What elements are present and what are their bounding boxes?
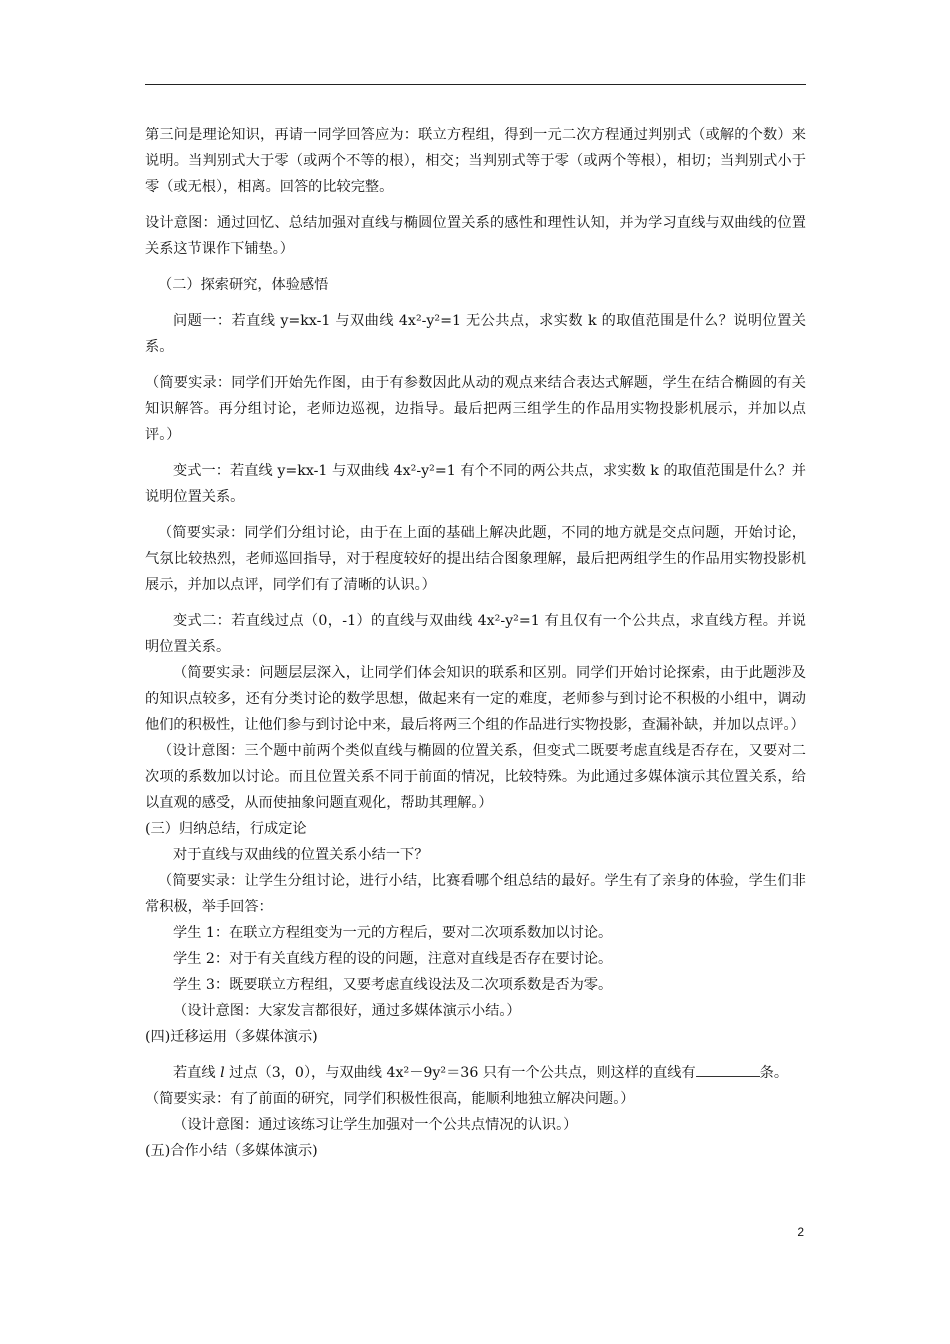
exercise-record: （简要实录：有了前面的研究，同学们积极性很高，能顺利地独立解决问题。） [145, 1091, 635, 1107]
design-intent-4: （设计意图：通过该练习让学生加强对一个公共点情况的认识。） [173, 1117, 578, 1133]
line-variable: l [220, 1065, 225, 1081]
answer-blank-continued [746, 1061, 760, 1077]
summary-record: （简要实录：让学生分组讨论，进行小结，比赛看哪个组总结的最好。学生有了亲身的体验，学生们非常积极，举手回答： [145, 873, 806, 915]
student-3-answer: 学生 3：既要联立方程组，又要考虑直线设法及二次项系数是否为零。 [173, 977, 613, 993]
design-intent-3: （设计意图：大家发言都很好，通过多媒体演示小结。） [173, 1003, 521, 1019]
variant-1: 变式一：若直线 y=kx-1 与双曲线 4x²-y²=1 有个不同的两公共点，求实数 k 的取值范围是什么？并说明位置关系。 [145, 463, 806, 505]
paragraph-design-intent-1: 设计意图：通过回忆、总结加强对直线与椭圆位置关系的感性和理性认知，并为学习直线与双曲线的位置关系这节课作下铺垫。） [145, 215, 806, 257]
exercise-text-a: 若直线 [173, 1065, 221, 1081]
section-heading-4: (四)迁移运用（多媒体演示) [145, 1029, 318, 1045]
design-intent-2: （设计意图：三个题中前两个类似直线与椭圆的位置关系，但变式二既要考虑直线是否存在，又要对二次项的系数加以讨论。而且位置关系不同于前面的情况，比较特殊。为此通过多媒体演示其位置关系，给以直观的感受，从而使抽象问题直观化，帮助其理解。） [145, 743, 806, 811]
page-number: 2 [797, 1225, 804, 1239]
section-heading-2: （二）探索研究，体验感悟 [158, 277, 329, 293]
summary-intro: 对于直线与双曲线的位置关系小结一下？ [173, 847, 429, 863]
document-body [145, 122, 806, 1164]
exercise-text-b: 过点（3，0），与双曲线 4x²－9y²＝36 只有一个公共点，则这样的直线有 [224, 1065, 696, 1081]
exercise-problem [145, 1060, 806, 1086]
student-1-answer: 学生 1：在联立方程组变为一元的方程后，要对二次项系数加以讨论。 [173, 925, 613, 941]
answer-blank [696, 1061, 746, 1077]
variant-2-record: （简要实录：问题层层深入，让同学们体会知识的联系和区别。同学们开始讨论探索，由于此题涉及的知识点较多，还有分类讨论的数学思想，做起来有一定的难度，老师参与到讨论不积极的小组中，调动他们的积极性，让他们参与到讨论中来，最后将两三个组的作品进行实物投影，查漏补缺，并加以点评。） [145, 665, 806, 733]
question-1-record: （简要实录：同学们开始先作图，由于有参数因此从动的观点来结合表达式解题，学生在结合椭圆的有关知识解答。再分组讨论，老师边巡视，边指导。最后把两三组学生的作品用实物投影机展示，并加以点评。） [145, 375, 806, 443]
section-heading-3: (三）归纳总结，行成定论 [145, 821, 307, 837]
header-rule [145, 84, 806, 85]
student-2-answer: 学生 2：对于有关直线方程的设的问题，注意对直线是否存在要讨论。 [173, 951, 613, 967]
exercise-text-c: 条。 [759, 1065, 789, 1081]
question-1: 问题一：若直线 y=kx-1 与双曲线 4x²-y²=1 无公共点，求实数 k 的取值范围是什么？说明位置关系。 [145, 313, 806, 355]
variant-1-record: （简要实录：同学们分组讨论，由于在上面的基础上解决此题，不同的地方就是交点问题，开始讨论，气氛比较热烈，老师巡回指导，对于程度较好的提出结合图象理解，最后把两组学生的作品用实物投影机展示，并加以点评，同学们有了清晰的认识。） [145, 525, 806, 593]
variant-2: 变式二：若直线过点（0，-1）的直线与双曲线 4x²-y²=1 有且仅有一个公共点，求直线方程。并说明位置关系。 [145, 613, 806, 655]
paragraph-third-question: 第三问是理论知识，再请一同学回答应为：联立方程组，得到一元二次方程通过判别式（或解的个数）来说明。当判别式大于零（或两个不等的根），相交；当判别式等于零（或两个等根），相切；当判别式小于零（或无根），相离。回答的比较完整。 [145, 127, 806, 195]
section-heading-5: (五)合作小结（多媒体演示) [145, 1143, 318, 1159]
